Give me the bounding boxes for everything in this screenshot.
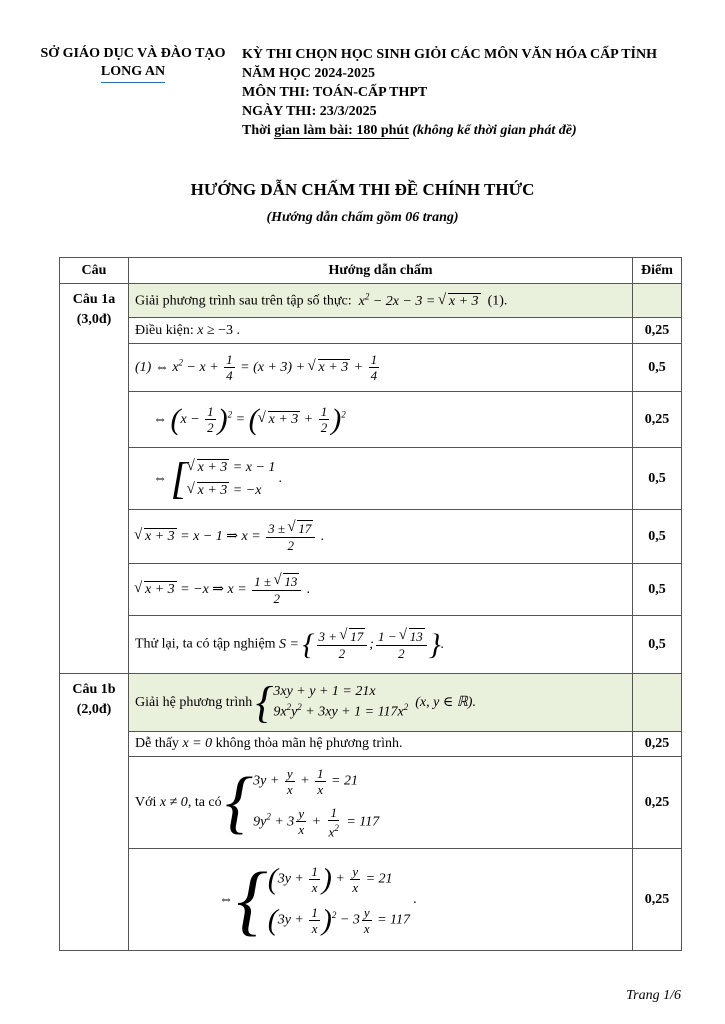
check-label: Thử lại, ta có tập nghiệm xyxy=(135,636,276,652)
table-row xyxy=(60,284,682,318)
table-row xyxy=(60,392,682,448)
score-cell: 0,5 xyxy=(633,510,682,564)
guide-cell: (1) ⇔ $x^2 - x$ + $\frac{1}{4}$ = (x + 3) + √ x + 3 + $\frac{1}{4}$ xyxy=(129,344,633,392)
question-prompt: Giải hệ phương trình { 3xy + y + 1 = 21x $9x^2y^2 + 3xy + 1 = 117x^2$ (x, y ∈ ℝ). xyxy=(129,674,633,732)
question-label: Câu 1a xyxy=(72,292,116,307)
note-tail: không thỏa mãn hệ phương trình. xyxy=(215,736,403,751)
exam-name: KỲ THI CHỌN HỌC SINH GIỎI CÁC MÔN VĂN HÓA CẤP TỈNH xyxy=(242,47,657,62)
school-year: NĂM HỌC 2024-2025 xyxy=(242,66,375,81)
score-cell: 0,5 xyxy=(633,344,682,392)
question-points: (2,0đ) xyxy=(76,702,112,717)
exam-header xyxy=(242,45,712,140)
score-cell xyxy=(633,674,682,732)
exam-duration xyxy=(242,121,712,140)
score-cell: 0,5 xyxy=(633,616,682,674)
duration-note: (không kể thời gian phát đề) xyxy=(408,123,577,138)
condition-label: Điều kiện: xyxy=(135,322,194,338)
with-tail: , ta có xyxy=(187,794,222,810)
score-cell: 0,25 xyxy=(633,318,682,344)
question-1b-cell xyxy=(60,674,129,951)
question-label: Câu 1b xyxy=(72,682,116,697)
duration-text-b: gian làm bài: 180 phút xyxy=(274,123,409,138)
grading-table xyxy=(59,257,682,951)
with-label: Với xyxy=(135,794,157,810)
score-cell: 0,25 xyxy=(633,757,682,849)
table-row xyxy=(60,448,682,510)
question-points: (3,0đ) xyxy=(76,312,112,327)
question-1a-cell xyxy=(60,284,129,674)
table-row xyxy=(60,732,682,757)
table-row xyxy=(60,849,682,951)
table-row xyxy=(60,674,682,732)
col-question: Câu xyxy=(60,258,129,284)
guide-cell: ⇔ { (3y + $\frac{1}{x}$ ) + $\frac{y}{x}$ = 21 (3y + $\frac{1}{x}$ )$^2$ − 3 $\frac{y}{x}$ = 117 . xyxy=(129,849,633,951)
guide-cell: √ x + 3 = x − 1 ⇒ x = $\frac{3 \pm √ 17}{2}$ . xyxy=(129,510,633,564)
guide-cell: Thử lại, ta có tập nghiệm S = { $\frac{3 + √ 17}{2}$ ; $\frac{1 - √ 13}{2}$ }. xyxy=(129,616,633,674)
exam-subject: MÔN THI: TOÁN-CẤP THPT xyxy=(242,85,428,100)
guide-cell: Dễ thấy x = 0 không thỏa mãn hệ phương trình. xyxy=(129,732,633,757)
guide-cell: ⇔ (x − $\frac{1}{2}$ )$^2$ = (√ x + 3 + $\frac{1}{2}$ )$^2$ xyxy=(129,392,633,448)
table-row xyxy=(60,344,682,392)
question-prompt: Giải phương trình sau trên tập số thực: $x^2 - 2x - 3$ = √ x + 3 (1). xyxy=(129,284,633,318)
table-row xyxy=(60,318,682,344)
table-row xyxy=(60,616,682,674)
table-row xyxy=(60,510,682,564)
page-number: Trang 1/6 xyxy=(626,988,681,1003)
guide-cell: ⇔ [ √ x + 3 = x − 1 √ x + 3 = −x . xyxy=(129,448,633,510)
page-subtitle: (Hướng dẫn chấm gồm 06 trang) xyxy=(266,210,459,225)
score-cell: 0,25 xyxy=(633,392,682,448)
page-title: HƯỚNG DẪN CHẤM THI ĐỀ CHÍNH THỨC xyxy=(190,180,535,199)
prompt-text: Giải hệ phương trình xyxy=(135,694,253,710)
score-cell: 0,25 xyxy=(633,849,682,951)
table-row xyxy=(60,564,682,616)
score-cell: 0,5 xyxy=(633,448,682,510)
score-cell xyxy=(633,284,682,318)
guide-cell: Điều kiện: x ≥ −3 . xyxy=(129,318,633,344)
province-name: LONG AN xyxy=(101,63,165,83)
duration-text-a: Thời xyxy=(242,123,275,138)
score-cell: 0,25 xyxy=(633,732,682,757)
table-row xyxy=(60,757,682,849)
prompt-text: Giải phương trình sau trên tập số thực: xyxy=(135,293,352,309)
guide-cell: Với x ≠ 0, ta có { 3y + $\frac{y}{x}$ + $\frac{1}{x}$ = 21 $9y^2 + 3$ $\frac{y}{x}$ + $\frac{1}{x^2}$ = 117 xyxy=(129,757,633,849)
col-guide: Hướng dẫn chấm xyxy=(129,258,633,284)
table-header-row xyxy=(60,258,682,284)
guide-cell: √ x + 3 = −x ⇒ x = $\frac{1 \pm √ 13}{2}$ . xyxy=(129,564,633,616)
col-score: Điểm xyxy=(633,258,682,284)
department-name: SỞ GIÁO DỤC VÀ ĐÀO TẠO xyxy=(40,46,226,61)
score-cell: 0,5 xyxy=(633,564,682,616)
department-header xyxy=(28,45,238,83)
note-label: Dễ thấy xyxy=(135,736,179,751)
equation: $x^2 - 2x - 3$ = √ x + 3 xyxy=(355,294,480,309)
exam-date: NGÀY THI: 23/3/2025 xyxy=(242,104,377,119)
